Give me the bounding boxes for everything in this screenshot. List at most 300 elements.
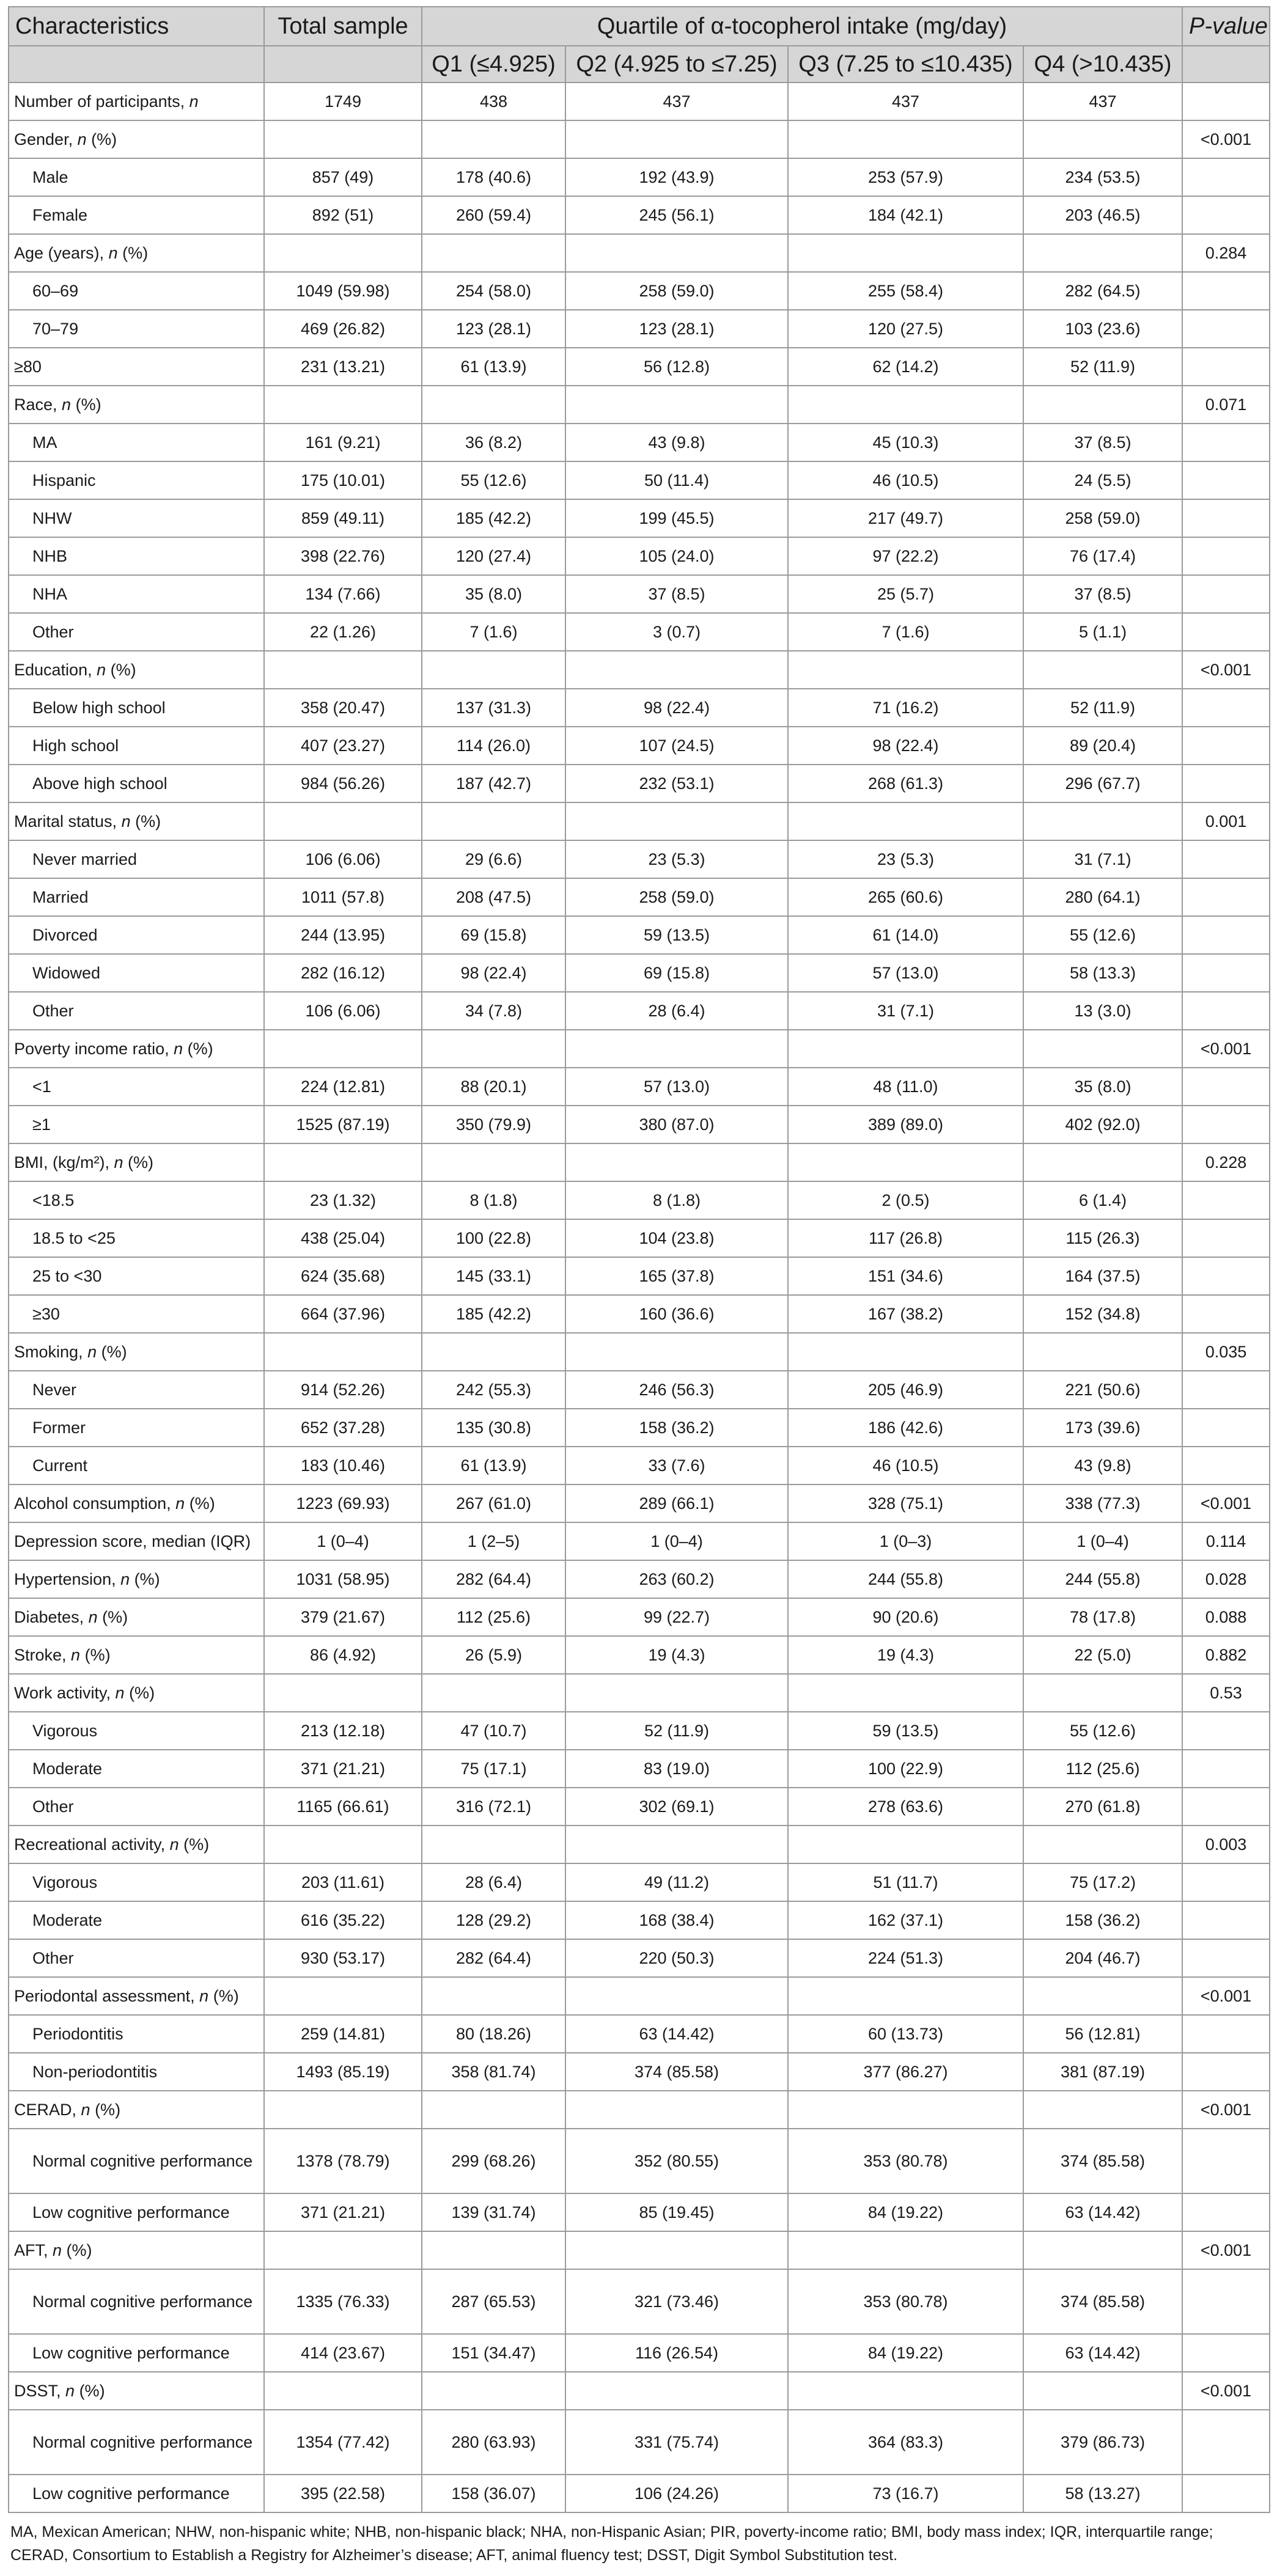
cell-q3: 23 (5.3) — [788, 840, 1023, 878]
cell-q1 — [422, 1143, 565, 1181]
cell-q2: 69 (15.8) — [565, 954, 788, 992]
row-label: Divorced — [9, 916, 264, 954]
cell-q3: 278 (63.6) — [788, 1788, 1023, 1826]
cell-q1: 114 (26.0) — [422, 727, 565, 765]
row-label: ≥80 — [9, 348, 264, 386]
n-italic: n — [108, 244, 118, 262]
row-label: Periodontitis — [9, 2015, 264, 2053]
cell-q1: 299 (68.26) — [422, 2129, 565, 2193]
n-italic: n — [121, 812, 131, 831]
cell-q4: 5 (1.1) — [1023, 613, 1182, 651]
cell-total — [264, 1030, 422, 1068]
row-label: 18.5 to <25 — [9, 1219, 264, 1257]
cell-q1: 137 (31.3) — [422, 689, 565, 727]
table-row — [9, 1447, 1270, 1484]
cell-total: 1354 (77.42) — [264, 2410, 422, 2475]
cell-q3 — [788, 1674, 1023, 1712]
cell-q2 — [565, 651, 788, 689]
cell-q1 — [422, 120, 565, 158]
cell-q3 — [788, 234, 1023, 272]
cell-q1: 280 (63.93) — [422, 2410, 565, 2475]
cell-q1: 187 (42.7) — [422, 765, 565, 802]
cell-q2 — [565, 1030, 788, 1068]
cell-q2: 352 (80.55) — [565, 2129, 788, 2193]
cell-total: 1 (0–4) — [264, 1522, 422, 1560]
cell-q3: 389 (89.0) — [788, 1106, 1023, 1143]
table-row — [9, 120, 1270, 158]
cell-p-value — [1182, 916, 1270, 954]
cell-total: 224 (12.81) — [264, 1068, 422, 1106]
cell-q3: 62 (14.2) — [788, 348, 1023, 386]
cell-total: 371 (21.21) — [264, 1750, 422, 1788]
cell-q4: 402 (92.0) — [1023, 1106, 1182, 1143]
cell-q4: 89 (20.4) — [1023, 727, 1182, 765]
cell-q1: 123 (28.1) — [422, 310, 565, 348]
n-italic: n — [174, 1040, 183, 1058]
cell-q4 — [1023, 1333, 1182, 1371]
table-row — [9, 689, 1270, 727]
row-label: Low cognitive performance — [9, 2193, 264, 2231]
table-row — [9, 1030, 1270, 1068]
cell-p-value — [1182, 1750, 1270, 1788]
cell-q4: 55 (12.6) — [1023, 916, 1182, 954]
cell-total — [264, 1674, 422, 1712]
cell-q2: 8 (1.8) — [565, 1181, 788, 1219]
cell-q1: 35 (8.0) — [422, 575, 565, 613]
cell-total: 1011 (57.8) — [264, 878, 422, 916]
cell-q4 — [1023, 2231, 1182, 2269]
cell-q1: 80 (18.26) — [422, 2015, 565, 2053]
cell-q4: 52 (11.9) — [1023, 689, 1182, 727]
row-label: Periodontal assessment, n (%) — [9, 1977, 264, 2015]
cell-q2: 57 (13.0) — [565, 1068, 788, 1106]
table-row — [9, 272, 1270, 310]
cell-q1 — [422, 1977, 565, 2015]
cell-q3: 217 (49.7) — [788, 499, 1023, 537]
cell-q4: 244 (55.8) — [1023, 1560, 1182, 1598]
cell-total: 414 (23.67) — [264, 2334, 422, 2372]
cell-q1: 61 (13.9) — [422, 348, 565, 386]
cell-q2: 19 (4.3) — [565, 1636, 788, 1674]
cell-q2: 28 (6.4) — [565, 992, 788, 1030]
table-row — [9, 2410, 1270, 2475]
cell-p-value — [1182, 461, 1270, 499]
row-label: NHA — [9, 575, 264, 613]
table-row — [9, 1977, 1270, 2015]
cell-q2: 3 (0.7) — [565, 613, 788, 651]
header-q4: Q4 (>10.435) — [1023, 46, 1182, 83]
row-label: Female — [9, 196, 264, 234]
cell-q3 — [788, 1030, 1023, 1068]
row-label: ≥1 — [9, 1106, 264, 1143]
cell-total: 652 (37.28) — [264, 1409, 422, 1447]
cell-q4 — [1023, 1143, 1182, 1181]
cell-q3: 353 (80.78) — [788, 2269, 1023, 2334]
table-row — [9, 386, 1270, 424]
table-row — [9, 348, 1270, 386]
row-label: Normal cognitive performance — [9, 2410, 264, 2475]
cell-p-value — [1182, 158, 1270, 196]
cell-q1: 47 (10.7) — [422, 1712, 565, 1750]
table-row — [9, 2231, 1270, 2269]
n-italic: n — [97, 661, 106, 679]
cell-q2: 50 (11.4) — [565, 461, 788, 499]
row-label: Other — [9, 1788, 264, 1826]
cell-p-value: 0.53 — [1182, 1674, 1270, 1712]
cell-q4: 31 (7.1) — [1023, 840, 1182, 878]
cell-p-value — [1182, 689, 1270, 727]
cell-q1: 128 (29.2) — [422, 1901, 565, 1939]
n-italic: n — [114, 1153, 123, 1172]
cell-q1: 358 (81.74) — [422, 2053, 565, 2091]
row-label: <18.5 — [9, 1181, 264, 1219]
cell-q2: 263 (60.2) — [565, 1560, 788, 1598]
cell-q3 — [788, 1826, 1023, 1863]
table-row — [9, 1788, 1270, 1826]
n-italic: n — [53, 2241, 62, 2259]
cell-total: 616 (35.22) — [264, 1901, 422, 1939]
cell-p-value: 0.882 — [1182, 1636, 1270, 1674]
cell-q2: 33 (7.6) — [565, 1447, 788, 1484]
cell-q2: 437 — [565, 83, 788, 120]
cell-q1 — [422, 1674, 565, 1712]
table-row — [9, 158, 1270, 196]
row-label: Depression score, median (IQR) — [9, 1522, 264, 1560]
row-label: Age (years), n (%) — [9, 234, 264, 272]
n-italic: n — [88, 1608, 98, 1626]
row-label: Other — [9, 1939, 264, 1977]
cell-q2: 289 (66.1) — [565, 1484, 788, 1522]
cell-q2: 52 (11.9) — [565, 1712, 788, 1750]
cell-q4 — [1023, 1977, 1182, 2015]
cell-q2 — [565, 1674, 788, 1712]
cell-q4: 221 (50.6) — [1023, 1371, 1182, 1409]
row-label: Vigorous — [9, 1712, 264, 1750]
cell-q3: 84 (19.22) — [788, 2334, 1023, 2372]
cell-q1: 438 — [422, 83, 565, 120]
cell-q3 — [788, 2231, 1023, 2269]
row-label: Non-periodontitis — [9, 2053, 264, 2091]
cell-q3: 186 (42.6) — [788, 1409, 1023, 1447]
table-row — [9, 765, 1270, 802]
table-row — [9, 196, 1270, 234]
n-italic: n — [120, 1570, 130, 1588]
cell-q4: 37 (8.5) — [1023, 575, 1182, 613]
table-row — [9, 83, 1270, 120]
cell-q4: 63 (14.42) — [1023, 2193, 1182, 2231]
cell-p-value — [1182, 1257, 1270, 1295]
cell-q1: 112 (25.6) — [422, 1598, 565, 1636]
row-label: Moderate — [9, 1901, 264, 1939]
cell-total: 664 (37.96) — [264, 1295, 422, 1333]
header-quartile-title: Quartile of α-tocopherol intake (mg/day) — [422, 7, 1182, 46]
cell-total: 175 (10.01) — [264, 461, 422, 499]
table-container — [8, 6, 1269, 2567]
table-row — [9, 1522, 1270, 1560]
cell-p-value — [1182, 1219, 1270, 1257]
cell-q4: 258 (59.0) — [1023, 499, 1182, 537]
cell-q4: 158 (36.2) — [1023, 1901, 1182, 1939]
n-italic: n — [175, 1494, 185, 1513]
table-row — [9, 1257, 1270, 1295]
cell-q2 — [565, 2372, 788, 2410]
table-row — [9, 1939, 1270, 1977]
cell-q3: 57 (13.0) — [788, 954, 1023, 992]
cell-q3 — [788, 802, 1023, 840]
cell-q2: 220 (50.3) — [565, 1939, 788, 1977]
cell-total: 244 (13.95) — [264, 916, 422, 954]
cell-q3: 61 (14.0) — [788, 916, 1023, 954]
cell-p-value: 0.028 — [1182, 1560, 1270, 1598]
cell-total: 930 (53.17) — [264, 1939, 422, 1977]
cell-q1: 185 (42.2) — [422, 1295, 565, 1333]
row-label: Alcohol consumption, n (%) — [9, 1484, 264, 1522]
row-label: Other — [9, 992, 264, 1030]
row-label: Marital status, n (%) — [9, 802, 264, 840]
cell-q4: 338 (77.3) — [1023, 1484, 1182, 1522]
cell-q2: 380 (87.0) — [565, 1106, 788, 1143]
cell-q1 — [422, 1826, 565, 1863]
cell-q3: 7 (1.6) — [788, 613, 1023, 651]
cell-p-value: 0.114 — [1182, 1522, 1270, 1560]
cell-p-value — [1182, 1447, 1270, 1484]
row-label: BMI, (kg/m²), n (%) — [9, 1143, 264, 1181]
cell-q1: 178 (40.6) — [422, 158, 565, 196]
cell-q4: 282 (64.5) — [1023, 272, 1182, 310]
cell-total: 859 (49.11) — [264, 499, 422, 537]
cell-total: 892 (51) — [264, 196, 422, 234]
cell-q2: 105 (24.0) — [565, 537, 788, 575]
cell-q3: 71 (16.2) — [788, 689, 1023, 727]
cell-p-value — [1182, 1409, 1270, 1447]
cell-total — [264, 2372, 422, 2410]
cell-q3 — [788, 2091, 1023, 2129]
cell-q1 — [422, 2231, 565, 2269]
cell-q4: 78 (17.8) — [1023, 1598, 1182, 1636]
cell-q1: 55 (12.6) — [422, 461, 565, 499]
table-row — [9, 1106, 1270, 1143]
cell-q1 — [422, 2372, 565, 2410]
cell-q4 — [1023, 2091, 1182, 2129]
cell-q3: 437 — [788, 83, 1023, 120]
cell-p-value — [1182, 196, 1270, 234]
cell-total — [264, 651, 422, 689]
table-row — [9, 1295, 1270, 1333]
cell-q4 — [1023, 1674, 1182, 1712]
cell-q3 — [788, 1977, 1023, 2015]
row-label: ≥30 — [9, 1295, 264, 1333]
cell-q2 — [565, 2091, 788, 2129]
header-blank-1 — [9, 46, 264, 83]
cell-q3: 48 (11.0) — [788, 1068, 1023, 1106]
cell-p-value — [1182, 1939, 1270, 1977]
cell-q4: 381 (87.19) — [1023, 2053, 1182, 2091]
cell-q3: 205 (46.9) — [788, 1371, 1023, 1409]
cell-q2 — [565, 2231, 788, 2269]
table-row — [9, 1068, 1270, 1106]
row-label: Widowed — [9, 954, 264, 992]
cell-total: 1049 (59.98) — [264, 272, 422, 310]
cell-total — [264, 1333, 422, 1371]
cell-q1: 7 (1.6) — [422, 613, 565, 651]
cell-p-value: <0.001 — [1182, 1977, 1270, 2015]
table-row — [9, 310, 1270, 348]
row-label: Low cognitive performance — [9, 2334, 264, 2372]
row-label: Normal cognitive performance — [9, 2129, 264, 2193]
table-row — [9, 424, 1270, 461]
cell-total: 1165 (66.61) — [264, 1788, 422, 1826]
cell-p-value: 0.001 — [1182, 802, 1270, 840]
row-label: 25 to <30 — [9, 1257, 264, 1295]
cell-total: 1378 (78.79) — [264, 2129, 422, 2193]
cell-total: 395 (22.58) — [264, 2475, 422, 2512]
cell-q4: 112 (25.6) — [1023, 1750, 1182, 1788]
cell-q1: 267 (61.0) — [422, 1484, 565, 1522]
row-label: Normal cognitive performance — [9, 2269, 264, 2334]
cell-q3: 184 (42.1) — [788, 196, 1023, 234]
row-label: AFT, n (%) — [9, 2231, 264, 2269]
table-row — [9, 1409, 1270, 1447]
table-row — [9, 1863, 1270, 1901]
header-p-value-text: P-value — [1189, 13, 1268, 39]
cell-q4 — [1023, 1030, 1182, 1068]
table-row — [9, 1750, 1270, 1788]
cell-q3: 46 (10.5) — [788, 461, 1023, 499]
cell-q4 — [1023, 1826, 1182, 1863]
row-label: Former — [9, 1409, 264, 1447]
cell-q1 — [422, 386, 565, 424]
row-label: Hispanic — [9, 461, 264, 499]
cell-p-value — [1182, 992, 1270, 1030]
table-row — [9, 1181, 1270, 1219]
header-blank-2 — [264, 46, 422, 83]
table-row — [9, 2053, 1270, 2091]
cell-p-value — [1182, 727, 1270, 765]
cell-q2: 192 (43.9) — [565, 158, 788, 196]
cell-total: 379 (21.67) — [264, 1598, 422, 1636]
cell-q2 — [565, 1977, 788, 2015]
row-label: Low cognitive performance — [9, 2475, 264, 2512]
cell-q3 — [788, 120, 1023, 158]
cell-total: 86 (4.92) — [264, 1636, 422, 1674]
row-label: DSST, n (%) — [9, 2372, 264, 2410]
cell-total: 23 (1.32) — [264, 1181, 422, 1219]
cell-p-value: 0.035 — [1182, 1333, 1270, 1371]
cell-p-value — [1182, 1901, 1270, 1939]
cell-q2 — [565, 120, 788, 158]
cell-p-value — [1182, 2334, 1270, 2372]
row-label: Work activity, n (%) — [9, 1674, 264, 1712]
cell-q3: 46 (10.5) — [788, 1447, 1023, 1484]
cell-q2: 59 (13.5) — [565, 916, 788, 954]
cell-p-value — [1182, 499, 1270, 537]
cell-q4: 63 (14.42) — [1023, 2334, 1182, 2372]
table-row — [9, 2193, 1270, 2231]
cell-q4 — [1023, 651, 1182, 689]
cell-q2: 321 (73.46) — [565, 2269, 788, 2334]
cell-total: 259 (14.81) — [264, 2015, 422, 2053]
cell-p-value: 0.284 — [1182, 234, 1270, 272]
cell-q1: 100 (22.8) — [422, 1219, 565, 1257]
cell-total: 1493 (85.19) — [264, 2053, 422, 2091]
n-italic: n — [115, 1684, 125, 1702]
cell-q1: 282 (64.4) — [422, 1939, 565, 1977]
cell-q4: 35 (8.0) — [1023, 1068, 1182, 1106]
cell-q4: 280 (64.1) — [1023, 878, 1182, 916]
table-row — [9, 234, 1270, 272]
cell-total: 183 (10.46) — [264, 1447, 422, 1484]
table-row — [9, 1333, 1270, 1371]
cell-q2 — [565, 386, 788, 424]
row-label: Education, n (%) — [9, 651, 264, 689]
cell-total — [264, 2091, 422, 2129]
cell-q3: 90 (20.6) — [788, 1598, 1023, 1636]
table-row — [9, 613, 1270, 651]
cell-q3: 167 (38.2) — [788, 1295, 1023, 1333]
cell-q1: 26 (5.9) — [422, 1636, 565, 1674]
cell-q1: 316 (72.1) — [422, 1788, 565, 1826]
cell-q1: 254 (58.0) — [422, 272, 565, 310]
cell-p-value — [1182, 954, 1270, 992]
cell-p-value — [1182, 1712, 1270, 1750]
cell-q1 — [422, 802, 565, 840]
cell-q3: 25 (5.7) — [788, 575, 1023, 613]
cell-q1: 185 (42.2) — [422, 499, 565, 537]
cell-p-value — [1182, 2410, 1270, 2475]
cell-q2 — [565, 234, 788, 272]
row-label: Married — [9, 878, 264, 916]
cell-q1: 158 (36.07) — [422, 2475, 565, 2512]
cell-total — [264, 386, 422, 424]
cell-p-value — [1182, 765, 1270, 802]
cell-total: 407 (23.27) — [264, 727, 422, 765]
cell-q3: 377 (86.27) — [788, 2053, 1023, 2091]
cell-q3 — [788, 1143, 1023, 1181]
cell-q2: 23 (5.3) — [565, 840, 788, 878]
cell-q3 — [788, 651, 1023, 689]
cell-q2 — [565, 802, 788, 840]
cell-q1: 350 (79.9) — [422, 1106, 565, 1143]
table-row — [9, 840, 1270, 878]
row-label: NHB — [9, 537, 264, 575]
cell-q3: 353 (80.78) — [788, 2129, 1023, 2193]
cell-q4: 24 (5.5) — [1023, 461, 1182, 499]
cell-q4: 37 (8.5) — [1023, 424, 1182, 461]
cell-q1 — [422, 2091, 565, 2129]
cell-q2: 43 (9.8) — [565, 424, 788, 461]
cell-q2: 123 (28.1) — [565, 310, 788, 348]
cell-q4: 58 (13.27) — [1023, 2475, 1182, 2512]
row-label: Current — [9, 1447, 264, 1484]
table-row — [9, 992, 1270, 1030]
cell-q1 — [422, 1030, 565, 1068]
table-row — [9, 2269, 1270, 2334]
cell-q2: 99 (22.7) — [565, 1598, 788, 1636]
row-label: Other — [9, 613, 264, 651]
row-label: CERAD, n (%) — [9, 2091, 264, 2129]
cell-q3: 100 (22.9) — [788, 1750, 1023, 1788]
cell-q3: 328 (75.1) — [788, 1484, 1023, 1522]
cell-p-value — [1182, 272, 1270, 310]
cell-q4: 374 (85.58) — [1023, 2269, 1182, 2334]
cell-q2: 246 (56.3) — [565, 1371, 788, 1409]
cell-q2: 374 (85.58) — [565, 2053, 788, 2091]
cell-q3: 73 (16.7) — [788, 2475, 1023, 2512]
cell-q4: 234 (53.5) — [1023, 158, 1182, 196]
table-body — [9, 83, 1270, 2512]
row-label: Smoking, n (%) — [9, 1333, 264, 1371]
cell-total — [264, 1143, 422, 1181]
